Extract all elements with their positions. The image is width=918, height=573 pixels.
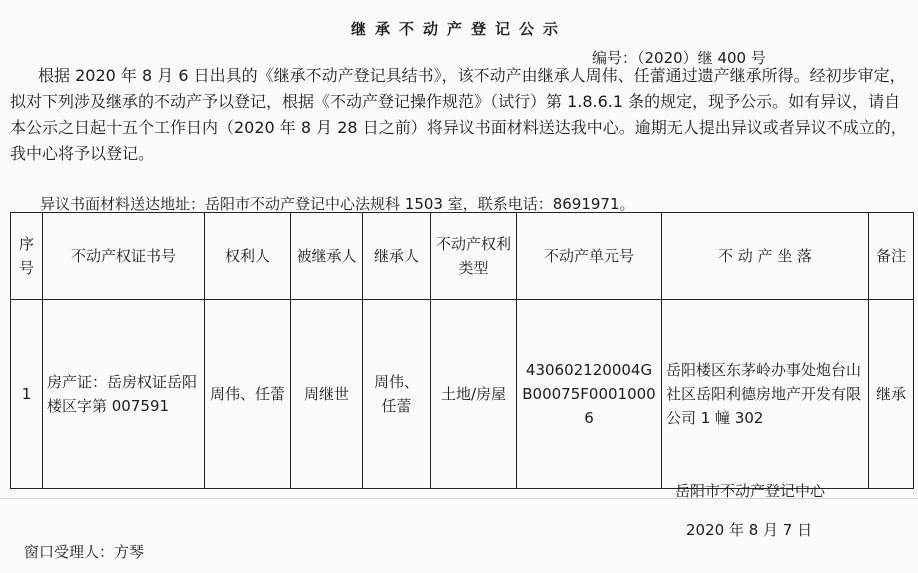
issuer-name: 岳阳市不动产登记中心 <box>675 482 826 500</box>
cell-location: 岳阳楼区东茅岭办事处炮台山社区岳阳利德房地产开发有限公司 1 幢 302 <box>662 300 869 489</box>
header-location: 不 动 产 坐 落 <box>662 213 869 300</box>
header-heir: 继承人 <box>363 213 431 300</box>
cell-heir: 周伟、任蕾 <box>363 300 431 489</box>
notice-title: 继承不动产登记公示 <box>350 20 567 38</box>
header-serial-no: 序号 <box>11 213 43 300</box>
table-header-row <box>11 213 914 300</box>
notice-body <box>10 63 910 167</box>
header-certificate-no: 不动产权证书号 <box>43 213 205 300</box>
registration-table <box>10 212 914 489</box>
window-handler: 窗口受理人：方琴 <box>24 543 145 561</box>
notice-paragraph: 根据 2020 年 8 月 6 日出具的《继承不动产登记具结书》，该不动产由继承人周伟、任蕾通过遗产继承所得。经初步审定， 拟对下列涉及继承的不动产予以登记，根据《不动产登记操作规范》（试行）第 1.8.6.1 条的规定，现予公示。如有异议，请自本公示之日起十五个工作日内（2020 年 8 月 28 日之前）将异议书面材料送达我中心。逾期无人提出异议或者异议不成立的，我中心将予以登记。 <box>10 66 907 163</box>
header-right-holder: 权利人 <box>205 213 291 300</box>
header-remark: 备注 <box>869 213 914 300</box>
cell-certificate-no: 房产证：岳房权证岳阳楼区字第 007591 <box>43 300 205 489</box>
cell-serial-no: 1 <box>11 300 43 489</box>
issue-date: 2020 年 8 月 7 日 <box>686 521 813 539</box>
cell-right-type: 土地/房屋 <box>431 300 517 489</box>
document-number: 编号：（2020）继 400 号 <box>592 49 766 67</box>
cell-unit-no: 430602120004GB00075F00010006 <box>517 300 662 489</box>
header-unit-no: 不动产单元号 <box>517 213 662 300</box>
cell-decedent: 周继世 <box>291 300 363 489</box>
header-decedent: 被继承人 <box>291 213 363 300</box>
objection-address: 异议书面材料送达地址：岳阳市不动产登记中心法规科 1503 室，联系电话：8691971。 <box>40 195 635 213</box>
cell-right-holder: 周伟、任蕾 <box>205 300 291 489</box>
table-row <box>11 300 914 489</box>
header-right-type: 不动产权利类型 <box>431 213 517 300</box>
cell-remark: 继承 <box>869 300 914 489</box>
